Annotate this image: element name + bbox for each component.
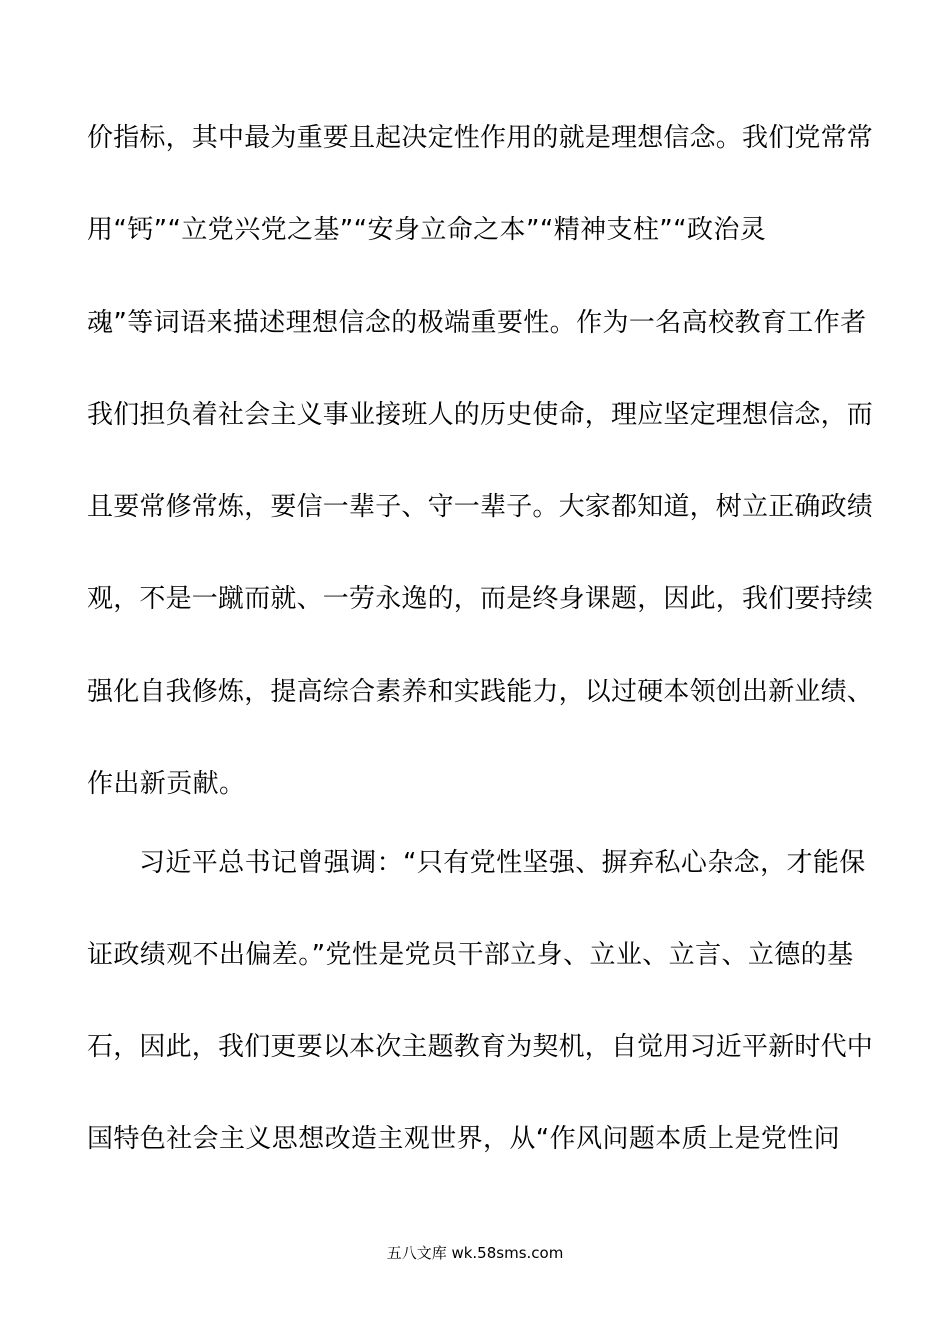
- body-text-line: 且要常修常炼，要信一辈子、守一辈子。大家都知道，树立正确政绩: [87, 492, 874, 522]
- body-text-line: 国特色社会主义思想改造主观世界，从“作风问题本质上是党性问: [87, 1124, 841, 1154]
- body-text-line: 证政绩观不出偏差。”党性是党员干部立身、立业、立言、立德的基: [87, 940, 854, 970]
- body-text-line: 作出新贡献。: [87, 769, 246, 799]
- page-footer: 五八文库 wk.58sms.com: [386, 1244, 564, 1262]
- body-text-line: 我们担负着社会主义事业接班人的历史使命，理应坚定理想信念，而: [87, 400, 874, 430]
- paragraph-first-line: 习近平总书记曾强调：“只有党性坚强、摒弃私心杂念，才能保: [139, 848, 866, 878]
- body-text-line: 用“钙”“立党兴党之基”“安身立命之本”“精神支柱”“政治灵: [87, 215, 767, 245]
- body-text-line: 观，不是一蹴而就、一劳永逸的，而是终身课题，因此，我们要持续: [87, 584, 874, 614]
- body-text-line: 强化自我修炼，提高综合素养和实践能力，以过硬本领创出新业绩、: [87, 677, 874, 707]
- body-text-line: 魂”等词语来描述理想信念的极端重要性。作为一名高校教育工作者: [87, 308, 867, 338]
- body-text-line: 价指标，其中最为重要且起决定性作用的就是理想信念。我们党常常: [87, 123, 874, 153]
- body-text-line: 石，因此，我们更要以本次主题教育为契机，自觉用习近平新时代中: [87, 1032, 874, 1062]
